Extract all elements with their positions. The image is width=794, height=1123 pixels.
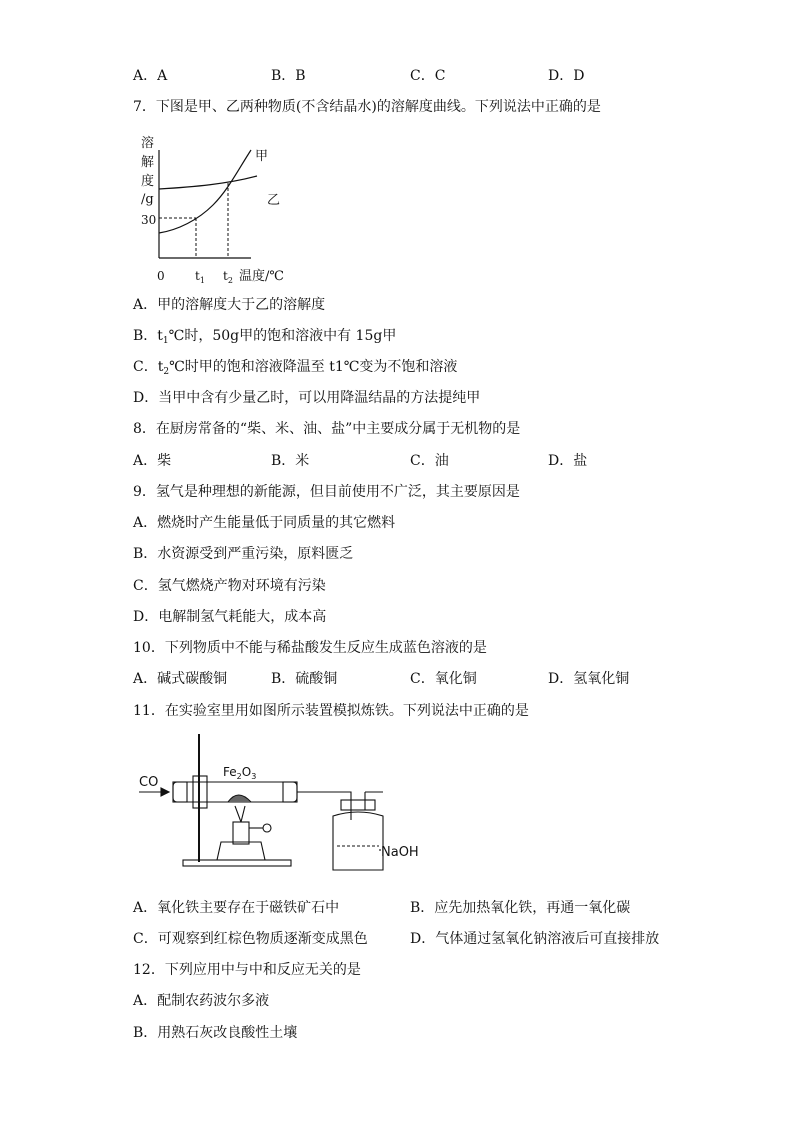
q11-stem: 11．在实验室里用如图所示装置模拟炼铁。下列说法中正确的是 bbox=[133, 703, 529, 719]
q6-option-d: D．D bbox=[548, 68, 585, 84]
q6-option-a: A．A bbox=[133, 68, 168, 84]
q10-option-b: B．硫酸铜 bbox=[271, 671, 338, 687]
q7-option-c: C．$t_2℃$时甲的饱和溶液降温至 t1℃变为不饱和溶液 bbox=[133, 359, 458, 377]
iron-smelting-apparatus-figure bbox=[133, 730, 433, 880]
left-stopper bbox=[173, 782, 187, 802]
q12-option-a: A．配制农药波尔多液 bbox=[133, 993, 270, 1009]
q7-option-a: A．甲的溶解度大于乙的溶解度 bbox=[133, 297, 326, 313]
q10-option-a: A．碱式碳酸铜 bbox=[133, 671, 228, 687]
q7-stem: 7．下图是甲、乙两种物质(不含结晶水)的溶解度曲线。下列说法中正确的是 bbox=[133, 99, 601, 115]
x-axis-label: 温度/℃ bbox=[239, 269, 284, 284]
wash-bottle bbox=[333, 812, 383, 870]
q9-option-b: B．水资源受到严重污染，原料匮乏 bbox=[133, 546, 354, 562]
curve-label-yi: 乙 bbox=[267, 193, 281, 208]
origin-label: 0 bbox=[157, 269, 165, 283]
q10-option-c: C．氧化铜 bbox=[410, 671, 477, 687]
q6-option-c: C．C bbox=[410, 68, 446, 84]
q6-option-b: B．B bbox=[271, 68, 306, 84]
y-tick-30: 30 bbox=[141, 213, 157, 227]
q9-stem: 9．氢气是种理想的新能源，但目前使用不广泛，其主要原因是 bbox=[133, 484, 520, 500]
naoh-label: NaOH bbox=[381, 845, 419, 860]
curve-label-jia: 甲 bbox=[255, 149, 269, 164]
flame-left bbox=[235, 806, 241, 822]
x-tick-t2: $t_2$ bbox=[223, 269, 233, 285]
q7-option-b: B．$t_1℃$时，50g甲的饱和溶液中有 15g甲 bbox=[133, 328, 397, 346]
q9-option-c: C．氢气燃烧产物对环境有污染 bbox=[133, 578, 326, 594]
y-axis-label-1: 溶 bbox=[141, 136, 155, 151]
lamp-knob bbox=[263, 824, 271, 832]
curve-yi bbox=[159, 176, 257, 189]
co-label: CO bbox=[139, 775, 159, 790]
right-stopper bbox=[283, 782, 297, 802]
q10-option-d: D．氢氧化铜 bbox=[548, 671, 630, 687]
y-axis-label-4: /g bbox=[141, 192, 154, 207]
q8-option-d: D．盐 bbox=[548, 453, 588, 469]
curve-jia bbox=[159, 150, 251, 233]
q12-option-b: B．用熟石灰改良酸性土壤 bbox=[133, 1025, 298, 1041]
q8-option-b: B．米 bbox=[271, 453, 310, 469]
y-axis-label-3: 度 bbox=[141, 174, 155, 189]
solubility-curve-figure bbox=[133, 130, 303, 288]
q10-stem: 10．下列物质中不能与稀盐酸发生反应生成蓝色溶液的是 bbox=[133, 640, 487, 656]
q11-option-c: C．可观察到红棕色物质逐渐变成黑色 bbox=[133, 931, 368, 947]
q9-option-a: A．燃烧时产生能量低于同质量的其它燃料 bbox=[133, 515, 396, 531]
q11-option-b: B．应先加热氧化铁，再通一氧化碳 bbox=[410, 900, 631, 916]
q8-option-a: A．柴 bbox=[133, 453, 172, 469]
outlet-tube bbox=[297, 792, 351, 820]
y-axis-label-2: 解 bbox=[141, 155, 155, 170]
fe2o3-powder bbox=[228, 795, 251, 802]
q9-option-d: D．电解制氢气耗能大，成本高 bbox=[133, 609, 327, 625]
fe2o3-label: $Fe_2O_3$ bbox=[223, 765, 257, 781]
flame-right bbox=[241, 806, 245, 822]
q8-stem: 8．在厨房常备的“柴、米、油、盐”中主要成分属于无机物的是 bbox=[133, 421, 521, 437]
lamp-body bbox=[217, 842, 265, 860]
q12-stem: 12．下列应用中与中和反应无关的是 bbox=[133, 962, 361, 978]
q11-option-a: A．氧化铁主要存在于磁铁矿石中 bbox=[133, 900, 340, 916]
x-tick-t1: $t_1$ bbox=[195, 269, 205, 285]
q11-option-d: D．气体通过氢氧化钠溶液后可直接排放 bbox=[410, 931, 660, 947]
lamp-chimney bbox=[233, 822, 249, 844]
q7-option-d: D．当甲中含有少量乙时，可以用降温结晶的方法提纯甲 bbox=[133, 390, 481, 406]
bottle-stopper bbox=[341, 800, 375, 810]
co-arrow-head bbox=[161, 788, 169, 796]
q8-option-c: C．油 bbox=[410, 453, 449, 469]
